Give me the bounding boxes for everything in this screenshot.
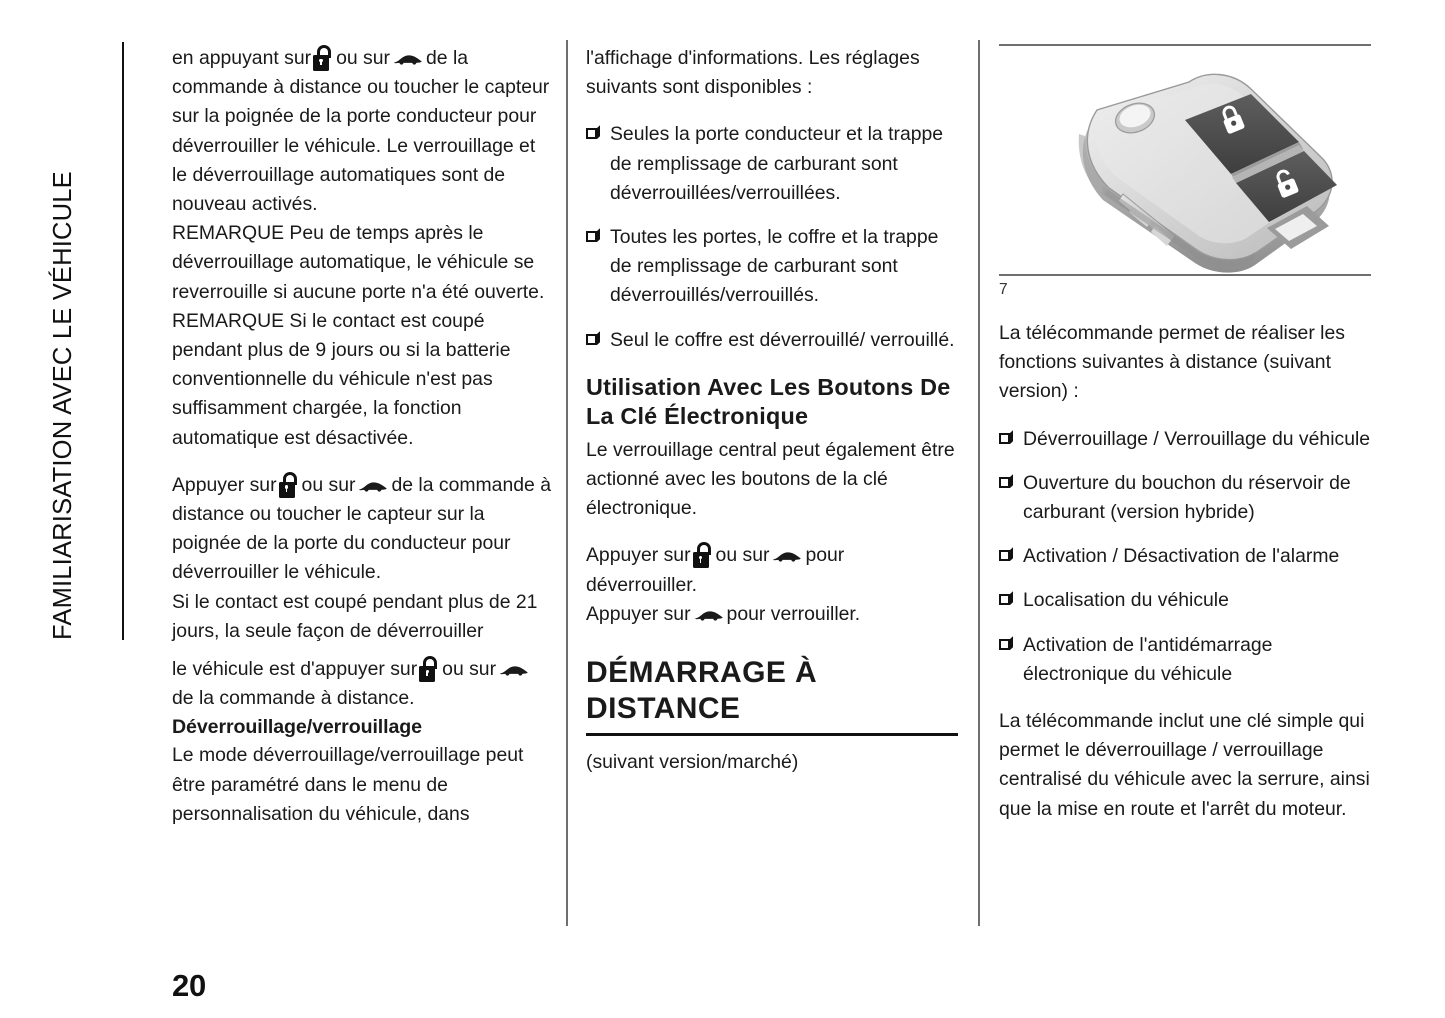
running-head-rule <box>122 42 124 640</box>
para-text: Appuyer sur <box>172 473 277 496</box>
left-column <box>172 44 552 829</box>
running-head-label: FAMILIARISATION AVEC LE VÉHICULE <box>49 171 77 640</box>
para-text: de la commande à distance. <box>172 687 415 710</box>
paragraph-press-to-unlock <box>586 541 958 599</box>
major-heading-remote-start: DÉMARRAGE À DISTANCE <box>586 656 818 726</box>
para-text: ou sur <box>715 544 770 567</box>
square-bullet-icon <box>999 592 1013 605</box>
car-icon <box>772 548 802 563</box>
figure-caption: 7 <box>999 281 1008 298</box>
running-head <box>49 40 124 640</box>
paragraph-personalisation: Le mode déverrouillage/verrouillage peut être paramétré dans le menu de personnalisation du véhicule, dans <box>172 744 524 825</box>
remote-functions-list <box>999 425 1371 689</box>
paragraph-version-note: (suivant version/marché) <box>586 751 799 774</box>
paragraph-press-remote <box>172 655 552 713</box>
paragraph-central-locking: Le verrouillage central peut également être actionné avec les boutons de la clé électronique. <box>586 438 955 520</box>
paragraph-21-days: Si le contact est coupé pendant plus de 21 jours, la seule façon de déverrouiller <box>172 590 538 642</box>
unlock-padlock-icon <box>313 45 333 71</box>
column-divider-2 <box>978 40 980 926</box>
para-text: de la commande à distance ou toucher le capteur sur la poignée de la porte conducteur pour déverrouiller le véhicule. Le verrouillage et le déverrouillage automatiques sont de nouveau activés. <box>172 47 550 216</box>
square-bullet-icon <box>586 126 600 139</box>
list-item <box>586 120 958 208</box>
list-item-label: Activation de l'antidémarrage électronique du véhicule <box>1023 633 1273 685</box>
unlock-padlock-icon <box>693 542 713 568</box>
list-item-label: Seules la porte conducteur et la trappe de remplissage de carburant sont déverrouillées/verrouillées. <box>610 123 944 204</box>
list-item-label: Activation / Désactivation de l'alarme <box>1023 545 1340 568</box>
paragraph-remark-2: REMARQUE Si le contact est coupé pendant plus de 9 jours ou si la batterie conventionnelle du véhicule n'est pas suffisamment chargée, la fonction automatique est désactivée. <box>172 309 511 449</box>
list-item-label: Localisation du véhicule <box>1023 589 1229 612</box>
para-text: de la commande à distance ou toucher le capteur sur la poignée de la porte du conducteur pour déverrouiller le véhicule. <box>172 473 551 584</box>
key-fob-svg <box>999 46 1371 274</box>
column-divider-1 <box>566 40 568 926</box>
paragraph-simple-key: La télécommande inclut une clé simple qui permet le déverrouillage / verrouillage centralisé du véhicule avec la serrure, ainsi que la mise en route et l'arrêt du moteur. <box>999 710 1370 820</box>
para-text: ou sur <box>442 658 497 681</box>
list-item <box>999 425 1371 454</box>
unlock-padlock-icon <box>279 472 299 498</box>
para-text: le véhicule est d'appuyer sur <box>172 658 418 681</box>
para-text: pour déverrouiller. <box>586 544 845 596</box>
unlock-padlock-icon <box>419 656 439 682</box>
figure-key-fob <box>999 44 1371 301</box>
square-bullet-icon <box>586 332 600 345</box>
paragraph-remote-functions: La télécommande permet de réaliser les fonctions suivantes à distance (suivant version) : <box>999 322 1345 403</box>
heading-underline <box>586 733 958 736</box>
car-icon <box>499 662 529 677</box>
list-item-label: Ouverture du bouchon du réservoir de carburant (version hybride) <box>1023 471 1351 524</box>
section-heading-key-buttons: Utilisation Avec Les Boutons De La Clé Électronique <box>586 373 951 430</box>
list-item-label: Seul le coffre est déverrouillé/ verrouillé. <box>610 328 955 351</box>
para-text: pour verrouiller. <box>726 602 861 625</box>
list-item <box>586 326 958 355</box>
right-column <box>999 44 1371 824</box>
settings-bullet-list <box>586 120 958 354</box>
list-item <box>999 586 1371 615</box>
para-text: en appuyant sur <box>172 47 312 69</box>
list-item <box>999 542 1371 571</box>
paragraph-press-unlock <box>172 471 552 588</box>
list-item <box>586 223 958 311</box>
para-text: ou sur <box>336 47 390 69</box>
list-item <box>999 469 1371 527</box>
para-text: Appuyer sur <box>586 544 691 567</box>
square-bullet-icon <box>999 475 1013 488</box>
paragraph-remark-1: REMARQUE Peu de temps après le déverrouillage automatique, le véhicule se reverrouille si aucune porte n'a été ouverte. <box>172 222 545 303</box>
list-item-label: Déverrouillage / Verrouillage du véhicule <box>1023 427 1371 450</box>
subheading-unlock-lock: Déverrouillage/verrouillage <box>172 716 422 739</box>
middle-column <box>586 44 958 777</box>
key-fob-illustration <box>999 46 1371 274</box>
paragraph-unlock-intro <box>172 44 552 219</box>
list-item-label: Toutes les portes, le coffre et la trappe de remplissage de carburant sont déverrouillés/verrouillés. <box>610 226 939 307</box>
square-bullet-icon <box>999 548 1013 561</box>
square-bullet-icon <box>999 431 1013 444</box>
para-text: Appuyer sur <box>586 602 691 625</box>
page-number: 20 <box>172 968 206 1003</box>
paragraph-display-settings: l'affichage d'informations. Les réglages suivants sont disponibles : <box>586 47 920 99</box>
square-bullet-icon <box>586 229 600 242</box>
square-bullet-icon <box>999 637 1013 650</box>
car-icon <box>393 51 423 66</box>
car-icon <box>358 478 388 493</box>
paragraph-press-to-lock <box>586 600 958 629</box>
car-icon <box>694 607 724 622</box>
para-text: ou sur <box>301 473 356 496</box>
figure-rule-bottom <box>999 274 1371 276</box>
list-item <box>999 631 1371 689</box>
